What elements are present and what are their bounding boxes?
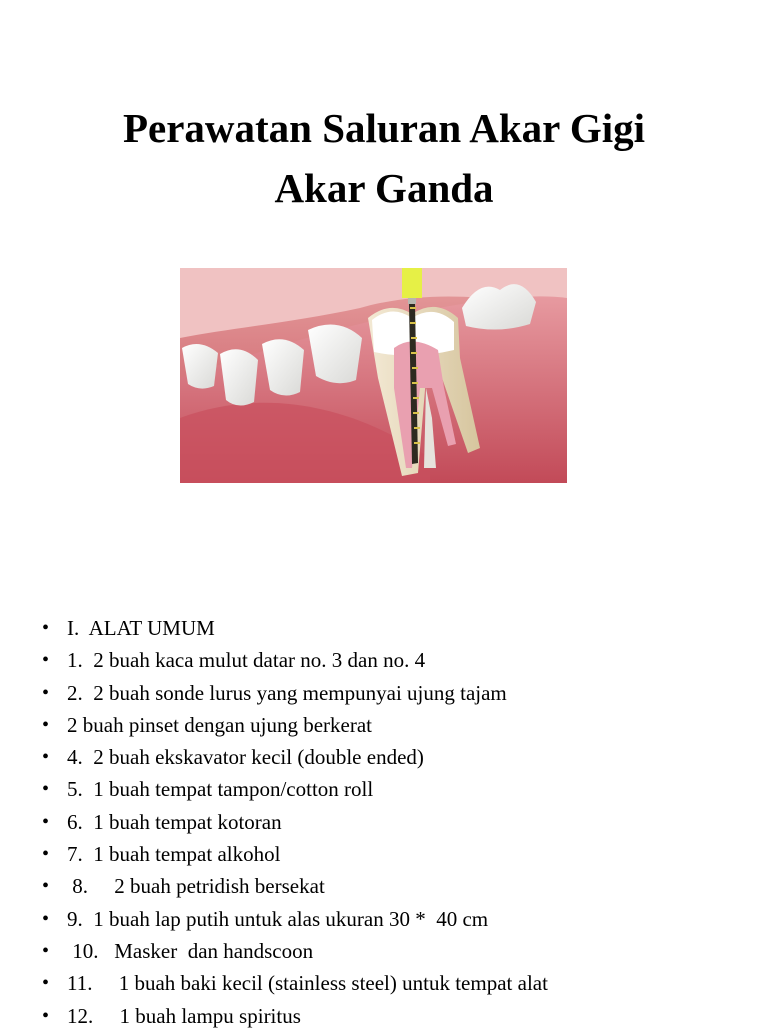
list-item-text: 11. 1 buah baki kecil (stainless steel) untuk tempat alat bbox=[67, 971, 548, 996]
list-item bbox=[40, 709, 760, 741]
bullet-icon: • bbox=[42, 875, 50, 898]
bullet-icon: • bbox=[42, 681, 50, 704]
list-item bbox=[40, 838, 760, 870]
list-item-text: 8. 2 buah petridish bersekat bbox=[67, 874, 325, 899]
bullet-icon: • bbox=[42, 939, 50, 962]
bullet-icon: • bbox=[42, 810, 50, 833]
list-item-text: 1. 2 buah kaca mulut datar no. 3 dan no. 4 bbox=[67, 648, 426, 673]
bullet-icon: • bbox=[42, 649, 50, 672]
list-item bbox=[40, 677, 760, 709]
list-item bbox=[40, 1000, 760, 1032]
list-item-text: 10. Masker dan handscoon bbox=[67, 938, 314, 963]
bullet-icon: • bbox=[42, 713, 50, 736]
slide-title-line-2: Akar Ganda bbox=[274, 165, 494, 211]
list-item-text: 4. 2 buah ekskavator kecil (double ended) bbox=[67, 745, 424, 770]
slide-title bbox=[0, 98, 768, 218]
list-item-text: I. ALAT UMUM bbox=[67, 616, 215, 640]
list-item bbox=[40, 967, 760, 999]
root-canal-illustration bbox=[180, 268, 567, 483]
list-item bbox=[40, 644, 760, 676]
list-item bbox=[40, 903, 760, 935]
bullet-icon: • bbox=[42, 1004, 50, 1027]
bullet-icon: • bbox=[42, 972, 50, 995]
bullet-icon: • bbox=[42, 907, 50, 930]
list-item bbox=[40, 806, 760, 838]
list-item-text: 6. 1 buah tempat kotoran bbox=[67, 809, 282, 834]
list-item bbox=[40, 935, 760, 967]
bullet-icon: • bbox=[42, 746, 50, 769]
list-item bbox=[40, 741, 760, 773]
bullet-icon: • bbox=[42, 617, 50, 639]
bullet-icon: • bbox=[42, 843, 50, 866]
tool-list bbox=[40, 612, 760, 1032]
list-item-text: 7. 1 buah tempat alkohol bbox=[67, 842, 281, 867]
list-item-text: 9. 1 buah lap putih untuk alas ukuran 30 * 40 cm bbox=[67, 906, 489, 931]
list-item-text: 5. 1 buah tempat tampon/cotton roll bbox=[67, 777, 374, 802]
list-item bbox=[40, 773, 760, 805]
bullet-icon: • bbox=[42, 778, 50, 801]
list-item-text: 2 buah pinset dengan ujung berkerat bbox=[67, 712, 372, 737]
list-item-text: 2. 2 buah sonde lurus yang mempunyai ujung tajam bbox=[67, 680, 507, 705]
list-item-text: 12. 1 buah lampu spiritus bbox=[67, 1003, 301, 1028]
list-item bbox=[40, 870, 760, 902]
list-item bbox=[40, 612, 760, 644]
slide-title-line-1: Perawatan Saluran Akar Gigi bbox=[122, 105, 646, 151]
